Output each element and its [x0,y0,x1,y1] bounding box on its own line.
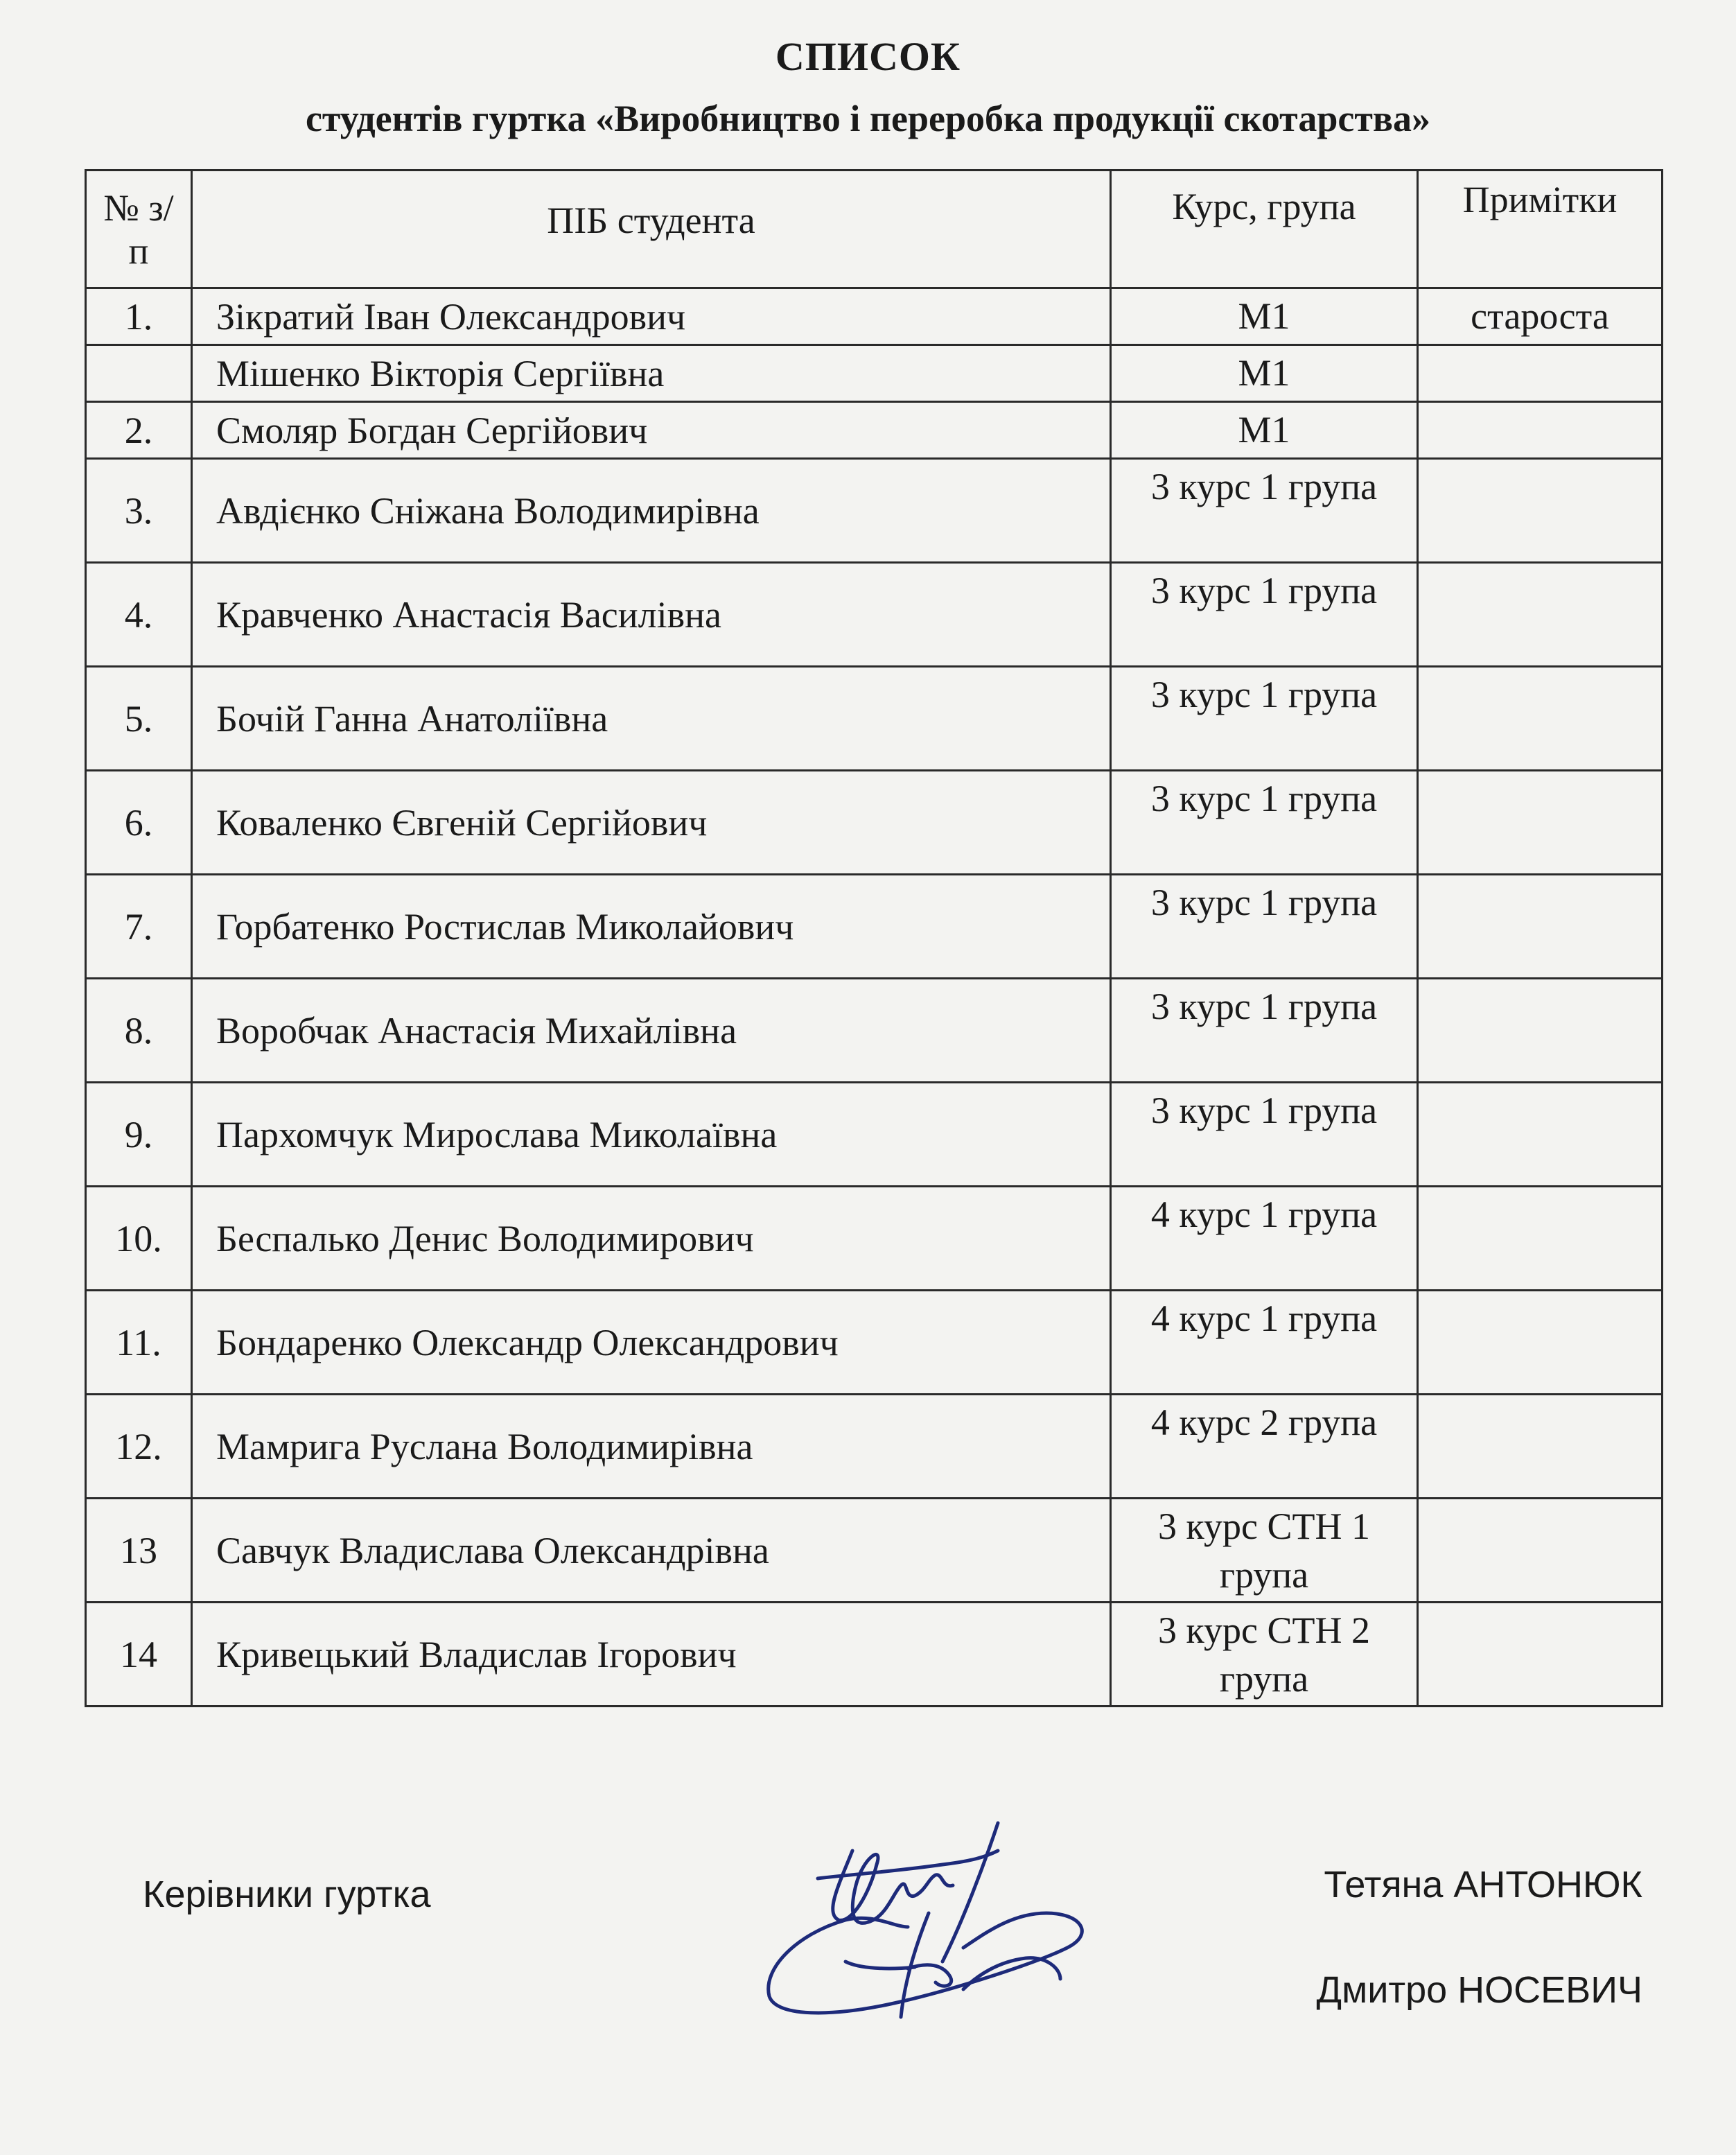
row-num: 12. [86,1395,192,1499]
row-note [1418,1083,1663,1187]
row-course: 3 курс 1 група [1111,771,1418,875]
signature [735,1809,1123,2059]
table-row [86,667,1663,771]
row-num: 7. [86,875,192,979]
row-note [1418,402,1663,459]
row-course: М1 [1111,288,1418,345]
row-name: Беспалько Денис Володимирович [192,1187,1111,1291]
table-row [86,1499,1663,1603]
signer-antoniuk: Тетяна АНТОНЮК [1324,1864,1642,1905]
row-note [1418,345,1663,402]
row-name: Горбатенко Ростислав Миколайович [192,875,1111,979]
table-row [86,345,1663,402]
row-num: 10. [86,1187,192,1291]
row-course: 3 курс 1 група [1111,979,1418,1083]
table-row [86,1083,1663,1187]
row-name: Коваленко Євгеній Сергійович [192,771,1111,875]
row-name: Савчук Владислава Олександрівна [192,1499,1111,1603]
header-num: № з/п [86,171,192,288]
row-course: 4 курс 2 група [1111,1395,1418,1499]
table-row [86,459,1663,563]
row-note [1418,667,1663,771]
leaders-label: Керівники гуртка [143,1874,431,1915]
row-name: Бондаренко Олександр Олександрович [192,1291,1111,1395]
row-name: Бочій Ганна Анатоліївна [192,667,1111,771]
row-course: 3 курс 1 група [1111,667,1418,771]
row-note [1418,1291,1663,1395]
row-note [1418,771,1663,875]
row-course: 3 курс 1 група [1111,459,1418,563]
row-num: 13 [86,1499,192,1603]
row-note [1418,1499,1663,1603]
row-num [86,345,192,402]
row-course: 3 курс 1 група [1111,875,1418,979]
row-note [1418,1187,1663,1291]
row-course: 4 курс 1 група [1111,1187,1418,1291]
table-row [86,1603,1663,1707]
signer-nosevych: Дмитро НОСЕВИЧ [1316,1969,1642,2011]
row-num: 8. [86,979,192,1083]
table-row [86,1395,1663,1499]
table-row [86,288,1663,345]
header-course: Курс, група [1111,171,1418,288]
row-course: 3 курс 1 група [1111,563,1418,667]
row-num: 5. [86,667,192,771]
row-name: Смоляр Богдан Сергійович [192,402,1111,459]
table-header-row [86,171,1663,288]
table-row [86,875,1663,979]
row-num: 1. [86,288,192,345]
row-course: 4 курс 1 група [1111,1291,1418,1395]
row-course: 3 курс СТН 1 група [1111,1499,1418,1603]
row-name: Мішенко Вікторія Сергіївна [192,345,1111,402]
row-course: 3 курс 1 група [1111,1083,1418,1187]
header-name: ПІБ студента [192,171,1111,288]
row-name: Мамрига Руслана Володимирівна [192,1395,1111,1499]
row-name: Кривецький Владислав Ігорович [192,1603,1111,1707]
table-row [86,771,1663,875]
row-num: 3. [86,459,192,563]
row-num: 9. [86,1083,192,1187]
table-body [86,288,1663,1707]
header-notes: Примітки [1418,171,1663,288]
row-note [1418,1395,1663,1499]
row-name: Авдієнко Сніжана Володимирівна [192,459,1111,563]
row-note [1418,563,1663,667]
row-num: 4. [86,563,192,667]
row-course: М1 [1111,345,1418,402]
table-row [86,1291,1663,1395]
row-course: 3 курс СТН 2 група [1111,1603,1418,1707]
table-row [86,563,1663,667]
table-row [86,402,1663,459]
document-title: СПИСОК [775,34,961,79]
row-num: 11. [86,1291,192,1395]
row-name: Воробчак Анастасія Михайлівна [192,979,1111,1083]
row-num: 14 [86,1603,192,1707]
document-subtitle: студентів гуртка «Виробництво і переробка продукції скотарства» [305,98,1431,139]
table-row [86,979,1663,1083]
row-note [1418,979,1663,1083]
row-num: 2. [86,402,192,459]
row-note [1418,459,1663,563]
students-table [85,169,1663,1707]
row-num: 6. [86,771,192,875]
row-course: М1 [1111,402,1418,459]
row-name: Кравченко Анастасія Василівна [192,563,1111,667]
row-name: Зікратий Іван Олександрович [192,288,1111,345]
row-name: Пархомчук Мирослава Миколаївна [192,1083,1111,1187]
row-note: староста [1418,288,1663,345]
row-note [1418,1603,1663,1707]
row-note [1418,875,1663,979]
table-row [86,1187,1663,1291]
